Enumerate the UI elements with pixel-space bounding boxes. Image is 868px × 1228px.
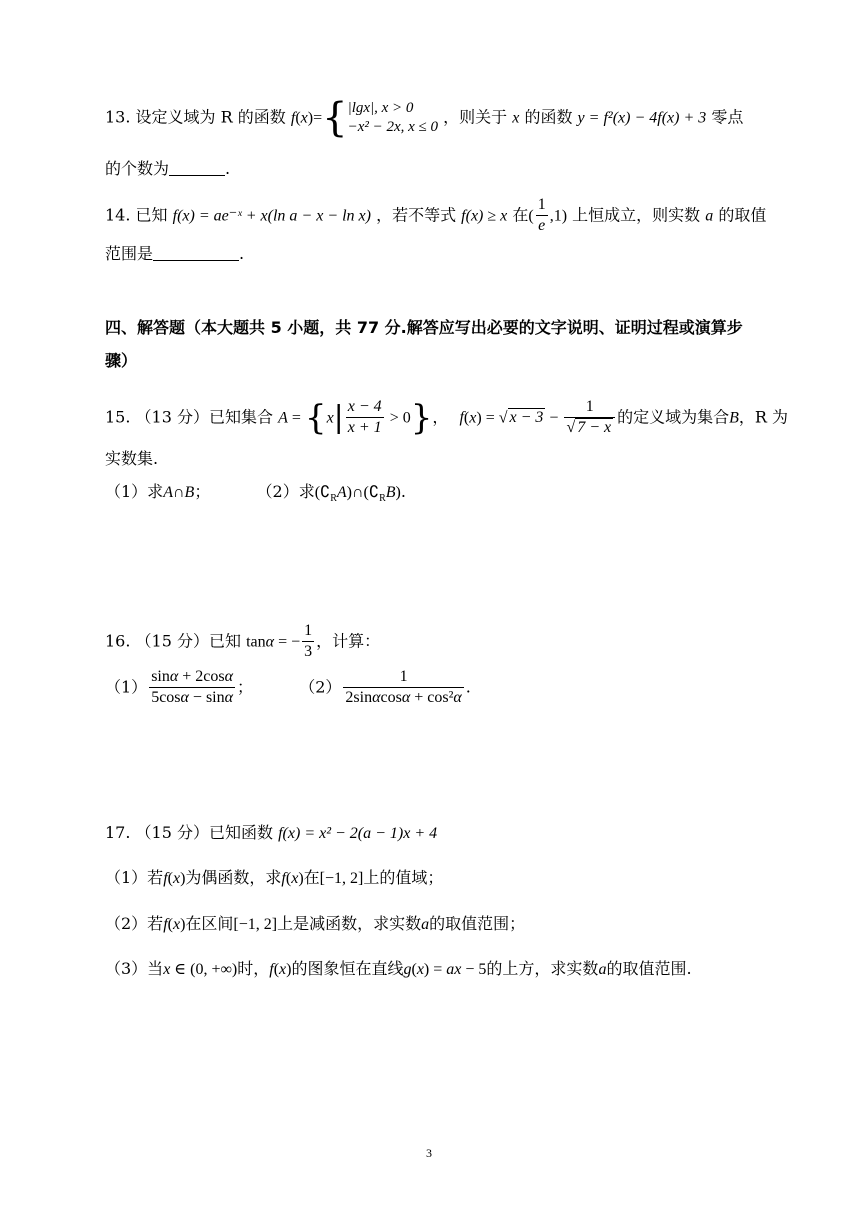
q17-score: （15 分） [135, 823, 209, 842]
q13-line2: 的个数为 . [105, 159, 231, 178]
q14-line2: 范围是 . [105, 244, 245, 263]
left-brace: { [322, 95, 348, 141]
q14-line1: 14. 已知 f(x) = ae⁻ˣ + x(ln a − x − ln x) ，若不等式 f(x) ≥ x 在( $\frac{1}{e}$ ,1) 上恒成立，则实数 a 的取值 [105, 196, 767, 235]
answer-blank [153, 260, 239, 261]
q15-number: 15. [105, 407, 131, 427]
q15-line1: 15. （13 分）已知集合 A = {x| $\frac{x - 4}{x + 1}$ > 0}， f(x) = √ x − 3 − $\frac{1}{√ 7 - x}$ 的定义域为集合B，R 为 [105, 397, 789, 438]
fraction-one-over-e: $\frac{1}{e}$ [537, 196, 546, 235]
q17-number: 17. [105, 823, 131, 842]
q17-sub3: （3）当x ∈ (0, +∞)时，f(x)的图象恒在直线g(x) = ax − 5的上方，求实数a的取值范围. [105, 959, 692, 978]
fraction-one-third: $\frac{1}{3}$ [304, 622, 313, 661]
q17-sub1: （1）若f(x)为偶函数，求f(x)在[−1, 2]上的值域； [105, 868, 444, 887]
sqrt-fraction: $\frac{1}{√ 7 - x}$ [564, 398, 615, 438]
q15-score: （13 分） [135, 407, 209, 427]
page-number: 3 [426, 1146, 432, 1160]
section-heading: 四、解答题（本大题共 5 小题，共 77 分.解答应写出必要的文字说明、证明过程或演算步 [105, 318, 743, 337]
q15-parts: （1）求A∩B； （2）求$(∁_RA)\cap(∁_RB)$. [105, 482, 406, 505]
q16-number: 16. [105, 631, 131, 651]
answer-blank [169, 175, 225, 176]
piecewise-definition: |lgx|, x > 0 −x² − 2x, x ≤ 0 [347, 99, 439, 135]
q13-number: 13. [105, 107, 131, 127]
q17-sub2: （2）若f(x)在区间[−1, 2]上是减函数，求实数a的取值范围； [105, 914, 526, 933]
q16-score: （15 分） [135, 631, 209, 651]
q13-line1: 13. 设定义域为 R 的函数 f(x)={ |lgx|, x > 0 −x² − 2x, x ≤ 0 ，则关于 x 的函数 y = f²(x) − 4f(x) + 3 零点 [105, 95, 744, 141]
q15-line2: 实数集. [105, 449, 159, 468]
q16-line1: 16. （15 分）已知 tanα = − $\frac{1}{3}$ ，计算： [105, 622, 381, 661]
q17-definition: f(x) = x² − 2(a − 1)x + 4 [278, 825, 438, 842]
q17-line1: 17. （15 分）已知函数 f(x) = x² − 2(a − 1)x + 4 [105, 823, 438, 842]
q14-definition: f(x) = ae⁻ˣ + x(ln a − x − ln x) [172, 207, 371, 225]
q16-parts: （1） $\frac{\sin\alpha + 2\cos\alpha}{5\cos\alpha - \sin\alpha}$ ； （2） $\frac{1}{\text{2sinαcosα + cos²α}}$ . [105, 668, 471, 707]
section-heading-cont: 骤） [105, 351, 138, 370]
q14-number: 14. [105, 205, 131, 225]
part1-fraction: $\frac{\sin\alpha + 2\cos\alpha}{5\cos\alpha - \sin\alpha}$ [151, 668, 234, 707]
part2-fraction: $\frac{1}{\text{2sinαcosα + cos²α}}$ [345, 668, 462, 707]
q13-expression: y = f²(x) − 4f(x) + 3 [577, 109, 707, 127]
set-a-fraction: $\frac{x - 4}{x + 1}$ [347, 398, 382, 437]
